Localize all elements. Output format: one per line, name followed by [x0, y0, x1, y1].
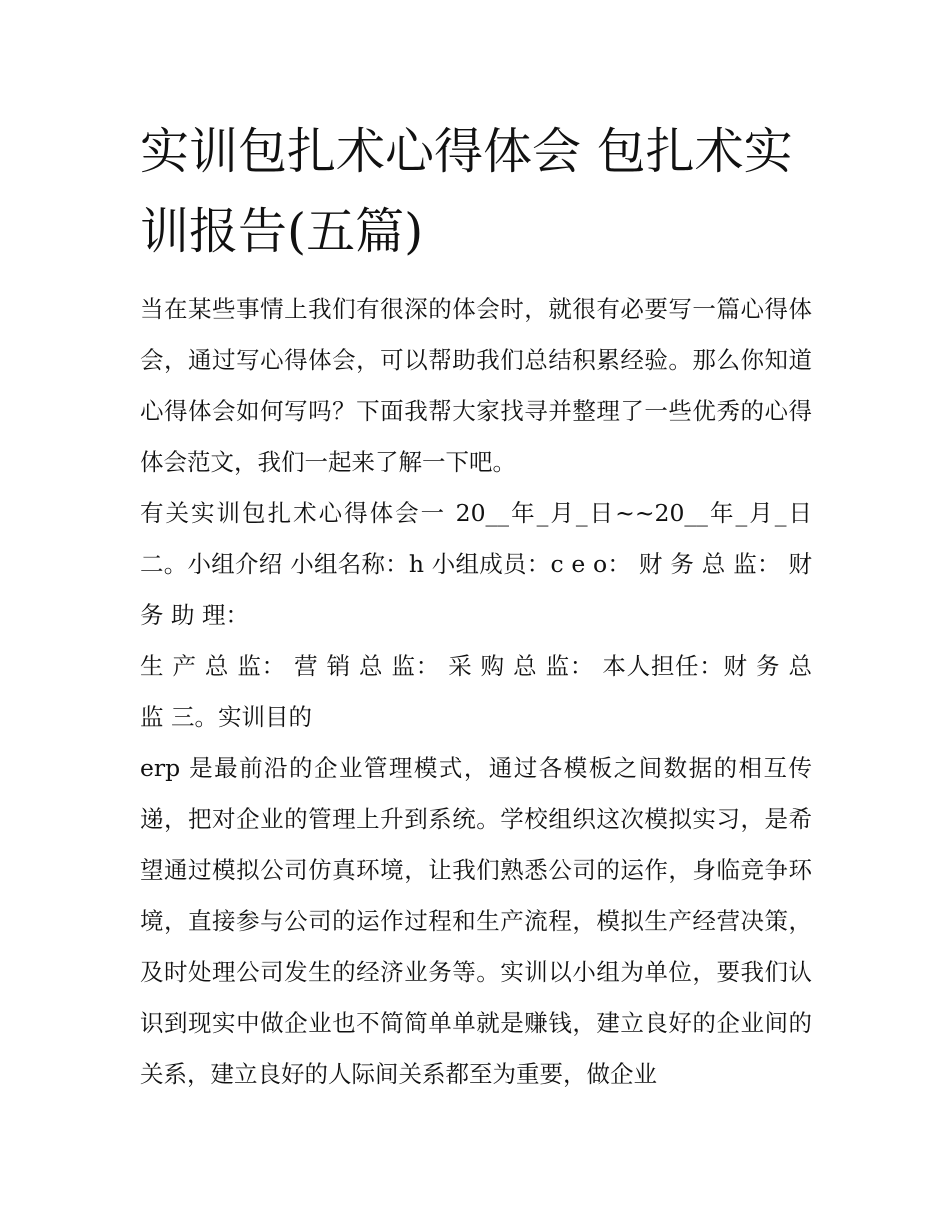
document-title: 实训包扎术心得体会 包扎术实训报告(五篇) [140, 123, 793, 260]
purpose-paragraph: erp 是最前沿的企业管理模式，通过各模板之间数据的相互传递，把对企业的管理上升到系统。学校组织这次模拟实习，是希望通过模拟公司仿真环境，让我们熟悉公司的运作，身临竞争环境，直接参与公司的运作过程和生产流程，模拟生产经营决策，及时处理公司发生的经济业务等。实训以小组为单位，要我们认识到现实中做企业也不简简单单就是赚钱，建立良好的企业间的关系，建立良好的人际间关系都至为重要，做企业 [140, 754, 812, 1088]
group-intro-paragraph: 有关实训包扎术心得体会一 20__年_月_日~~20__年_月_日 二。小组介绍 小组名称：h 小组成员：c e o： 财 务 总 监： 财 务 助 理： [140, 499, 812, 629]
document-body [140, 284, 812, 1100]
roles-paragraph: 生 产 总 监： 营 销 总 监： 采 购 总 监： 本人担任：财 务 总 监 三。实训目的 [140, 652, 812, 731]
intro-paragraph: 当在某些事情上我们有很深的体会时，就很有必要写一篇心得体会，通过写心得体会，可以帮助我们总结积累经验。那么你知道心得体会如何写吗？下面我帮大家找寻并整理了一些优秀的心得体会范文，我们一起来了解一下吧。 [140, 295, 812, 476]
document-content [140, 112, 812, 1100]
